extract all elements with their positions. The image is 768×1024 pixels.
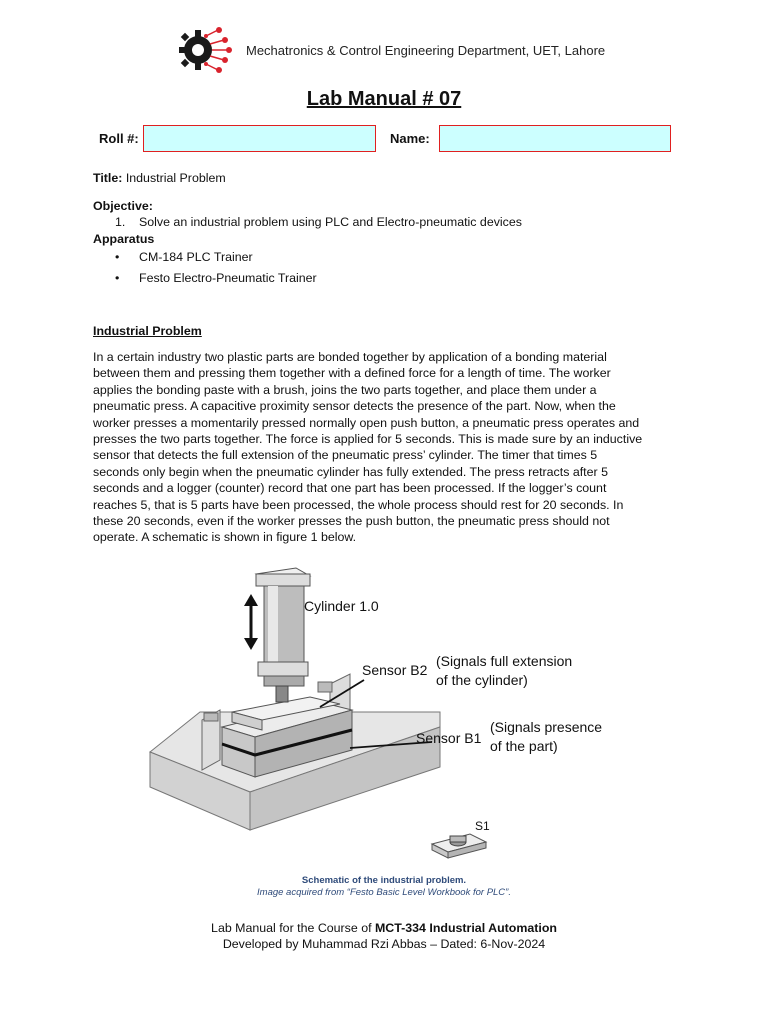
footer-course-line: [0, 920, 768, 936]
sensor-b2-label: Sensor B2: [362, 662, 428, 678]
cylinder-label: Cylinder 1.0: [304, 598, 379, 614]
title-line: [93, 170, 683, 186]
bullet-icon: •: [115, 250, 120, 265]
pneumatic-cylinder: [256, 568, 310, 702]
figure-caption: Schematic of the industrial problem.: [301, 875, 467, 886]
department-logo: [176, 22, 236, 78]
sensor-b1-label: Sensor B1: [416, 730, 482, 746]
objective-label: Objective:: [93, 199, 153, 213]
footer-course-name: MCT-334 Industrial Automation: [374, 921, 557, 935]
apparatus-item: Festo Electro-Pneumatic Trainer: [139, 270, 317, 285]
paragraph-line: presses the two parts together. The force is applied for 5 seconds. This is made sure by an inductive: [93, 432, 643, 447]
list-item: [93, 214, 683, 230]
list-item: [93, 270, 683, 286]
paragraph-line: sensor that detects the full extension of the pneumatic press’ cylinder. The timer that times 5: [93, 448, 598, 463]
paragraph-line: seconds and a logger (counter) record that one part has been processed. If the logger’s count: [93, 481, 607, 496]
page-header: [176, 22, 605, 78]
sensor-b2-description: of the cylinder): [436, 672, 528, 688]
paragraph-line: pneumatic press. A capacitive proximity sensor detects the presence of the part. Now, when the: [93, 399, 616, 414]
roll-label: Roll #:: [99, 131, 139, 146]
paragraph-line: between them and pressing them together with a defined force for a length of time. The worker: [93, 366, 611, 381]
apparatus-item: CM-184 PLC Trainer: [139, 250, 253, 265]
sensor-b1-description: of the part): [490, 738, 558, 754]
paragraph-line: operate. A schematic is shown in figure 1 below.: [93, 530, 357, 545]
paragraph-line: applies the bonding paste with a brush, joins the two parts together, and place them under a: [93, 382, 597, 397]
schematic-figure: [140, 562, 630, 872]
paragraph-line: seconds only begin when the pneumatic cylinder has fully extended. The press retracts after 5: [93, 464, 608, 479]
objective-section: [93, 198, 683, 286]
footer-author-line: Developed by Muhammad Rzi Abbas – Dated: 6-Nov-2024: [222, 937, 546, 951]
problem-paragraph: [93, 349, 683, 546]
name-label: Name:: [390, 131, 430, 146]
name-field[interactable]: [439, 125, 671, 152]
list-item: [93, 249, 683, 265]
figure-source: Image acquired from “Festo Basic Level Workbook for PLC”.: [257, 887, 511, 898]
department-name: Mechatronics & Control Engineering Department, UET, Lahore: [246, 42, 606, 58]
up-down-arrow-icon: [244, 594, 258, 650]
page-title: Lab Manual # 07: [306, 88, 462, 110]
title-value: Industrial Problem: [125, 171, 226, 185]
page-footer: [0, 920, 768, 952]
problem-heading: Industrial Problem: [93, 324, 202, 338]
switch-label: S1: [475, 819, 490, 833]
footer-course-prefix: Lab Manual for the Course of: [211, 921, 375, 935]
paragraph-line: In a certain industry two plastic parts are bonded together by application of a bonding material: [93, 350, 607, 364]
paragraph-line: worker presses a momentarily pressed normally open push button, a pneumatic press operates and: [93, 415, 640, 430]
apparatus-list: [93, 249, 683, 286]
roll-number-field[interactable]: [143, 125, 376, 152]
objective-number: 1.: [115, 215, 126, 230]
objective-list: [93, 214, 683, 230]
objective-text: Solve an industrial problem using PLC and Electro-pneumatic devices: [139, 215, 522, 230]
push-button-s1: [432, 834, 486, 858]
paragraph-line: reaches 5, that is 5 parts have been processed, the whole process should rest for 20 seconds. In: [93, 497, 624, 512]
paragraph-line: these 20 seconds, even if the worker presses the push button, the pneumatic press should not: [93, 514, 610, 529]
title-label: Title:: [93, 171, 123, 185]
student-info-form: [0, 125, 768, 153]
sensor-b2-description: (Signals full extension: [436, 653, 573, 669]
apparatus-label: Apparatus: [93, 231, 155, 246]
bullet-icon: •: [115, 270, 120, 285]
sensor-b1-description: (Signals presence: [490, 719, 603, 735]
